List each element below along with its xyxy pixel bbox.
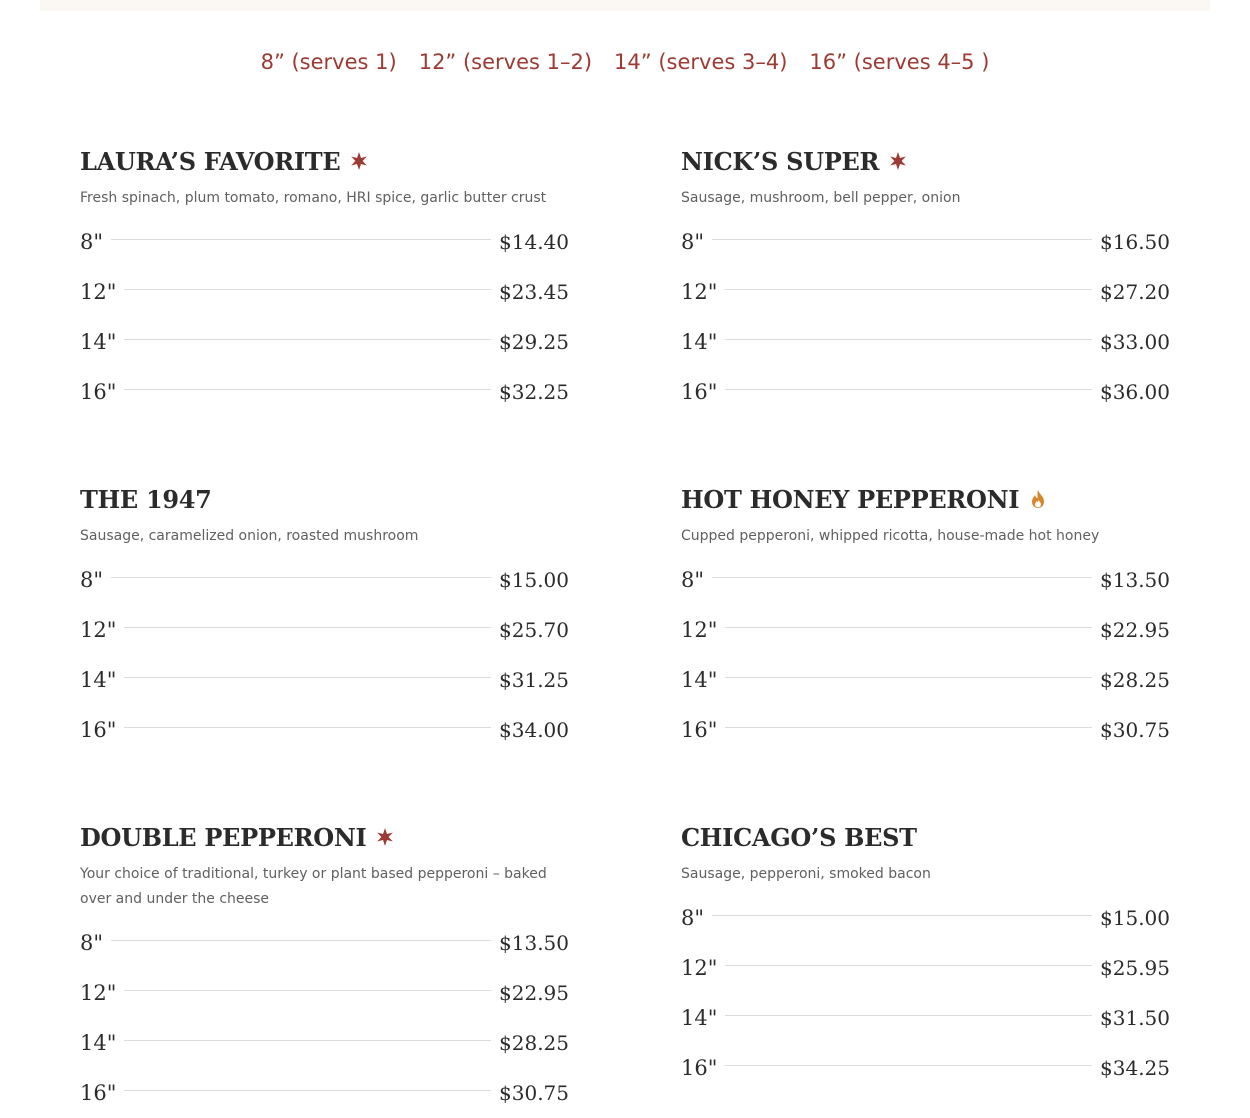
price-row xyxy=(681,893,1170,943)
price-value: $15.00 xyxy=(1100,906,1170,930)
price-value: $25.95 xyxy=(1100,956,1170,980)
size-filter-nav xyxy=(0,50,1250,74)
menu-item-name: NICK’S SUPER xyxy=(681,146,880,176)
price-value: $31.25 xyxy=(499,668,569,692)
price-leader-line xyxy=(124,339,491,340)
price-value: $15.00 xyxy=(499,568,569,592)
price-list xyxy=(681,555,1170,755)
menu-item-hot-honey-pepperoni xyxy=(681,484,1170,755)
price-value: $28.25 xyxy=(1100,668,1170,692)
price-leader-line xyxy=(712,577,1092,578)
menu-item-nicks-super xyxy=(681,146,1170,417)
price-row xyxy=(681,943,1170,993)
price-leader-line xyxy=(725,677,1092,678)
price-leader-line xyxy=(725,339,1092,340)
price-size-label: 16" xyxy=(80,1081,117,1105)
price-value: $28.25 xyxy=(499,1031,569,1055)
price-value: $32.25 xyxy=(499,380,569,404)
price-size-label: 16" xyxy=(681,1056,718,1080)
menu-item-lauras-favorite xyxy=(80,146,569,417)
price-row xyxy=(80,968,569,1018)
price-leader-line xyxy=(124,289,491,290)
flame-icon xyxy=(1028,489,1048,509)
price-leader-line xyxy=(124,389,491,390)
menu-item-name: LAURA’S FAVORITE xyxy=(80,146,341,176)
price-list xyxy=(681,217,1170,417)
size-link-14[interactable]: 14” (serves 3–4) xyxy=(614,50,788,74)
price-row xyxy=(681,217,1170,267)
menu-item-description: Your choice of traditional, turkey or plant based pepperoni – baked over and under the cheese xyxy=(80,866,547,907)
menu-item-the-1947 xyxy=(80,484,569,755)
price-leader-line xyxy=(725,289,1092,290)
menu-item-title xyxy=(80,484,569,514)
price-list xyxy=(681,893,1170,1093)
price-size-label: 14" xyxy=(80,668,117,692)
menu-item-double-pepperoni xyxy=(80,822,569,1118)
price-size-label: 16" xyxy=(80,718,117,742)
price-size-label: 14" xyxy=(681,668,718,692)
price-list xyxy=(80,918,569,1118)
price-leader-line xyxy=(725,1065,1092,1066)
price-row xyxy=(80,555,569,605)
menu-item-description: Sausage, mushroom, bell pepper, onion xyxy=(681,190,961,206)
price-row xyxy=(681,317,1170,367)
price-value: $33.00 xyxy=(1100,330,1170,354)
price-leader-line xyxy=(111,577,491,578)
price-size-label: 16" xyxy=(681,380,718,404)
price-leader-line xyxy=(712,239,1092,240)
price-leader-line xyxy=(124,727,491,728)
menu-item-chicagos-best xyxy=(681,822,1170,1093)
chicago-star-icon xyxy=(888,151,908,171)
price-row xyxy=(681,705,1170,755)
price-leader-line xyxy=(725,627,1092,628)
price-row xyxy=(80,317,569,367)
price-leader-line xyxy=(111,239,491,240)
menu-item-name: HOT HONEY PEPPERONI xyxy=(681,484,1020,514)
price-value: $23.45 xyxy=(499,280,569,304)
price-size-label: 14" xyxy=(80,330,117,354)
menu-item-title xyxy=(681,822,1170,852)
price-row xyxy=(80,367,569,417)
price-row xyxy=(681,1043,1170,1093)
price-row xyxy=(681,605,1170,655)
price-size-label: 14" xyxy=(681,1006,718,1030)
price-row xyxy=(80,1018,569,1068)
price-leader-line xyxy=(124,1090,491,1091)
price-value: $29.25 xyxy=(499,330,569,354)
menu-item-description: Sausage, pepperoni, smoked bacon xyxy=(681,866,931,882)
menu-item-description: Fresh spinach, plum tomato, romano, HRI spice, garlic butter crust xyxy=(80,190,547,206)
price-row xyxy=(80,655,569,705)
price-leader-line xyxy=(725,965,1092,966)
price-size-label: 12" xyxy=(80,618,117,642)
price-row xyxy=(80,267,569,317)
price-size-label: 8" xyxy=(681,568,705,592)
price-row xyxy=(80,918,569,968)
menu-item-description: Cupped pepperoni, whipped ricotta, house-made hot honey xyxy=(681,528,1100,544)
price-row xyxy=(681,655,1170,705)
price-list xyxy=(80,555,569,755)
chicago-star-icon xyxy=(349,151,369,171)
price-size-label: 8" xyxy=(80,568,104,592)
price-row xyxy=(80,705,569,755)
price-size-label: 12" xyxy=(681,280,718,304)
size-link-16[interactable]: 16” (serves 4–5 ) xyxy=(809,50,990,74)
menu-item-name: CHICAGO’S BEST xyxy=(681,822,917,852)
price-leader-line xyxy=(725,1015,1092,1016)
price-value: $36.00 xyxy=(1100,380,1170,404)
price-size-label: 8" xyxy=(80,931,104,955)
menu-item-description: Sausage, caramelized onion, roasted mushroom xyxy=(80,528,419,544)
price-leader-line xyxy=(124,677,491,678)
price-leader-line xyxy=(111,940,491,941)
price-size-label: 12" xyxy=(681,956,718,980)
size-link-12[interactable]: 12” (serves 1–2) xyxy=(418,50,593,74)
price-leader-line xyxy=(124,990,491,991)
price-value: $25.70 xyxy=(499,618,569,642)
price-row xyxy=(80,605,569,655)
price-list xyxy=(80,217,569,417)
price-row xyxy=(681,993,1170,1043)
price-size-label: 12" xyxy=(681,618,718,642)
price-size-label: 8" xyxy=(681,906,705,930)
price-value: $27.20 xyxy=(1100,280,1170,304)
price-value: $30.75 xyxy=(499,1081,569,1105)
menu-item-title xyxy=(681,146,1170,176)
price-value: $34.00 xyxy=(499,718,569,742)
price-size-label: 12" xyxy=(80,981,117,1005)
price-size-label: 14" xyxy=(681,330,718,354)
price-value: $13.50 xyxy=(1100,568,1170,592)
price-leader-line xyxy=(712,915,1092,916)
price-value: $22.95 xyxy=(499,981,569,1005)
price-value: $34.25 xyxy=(1100,1056,1170,1080)
price-leader-line xyxy=(725,389,1092,390)
price-value: $31.50 xyxy=(1100,1006,1170,1030)
price-row xyxy=(681,555,1170,605)
price-value: $22.95 xyxy=(1100,618,1170,642)
size-link-8[interactable]: 8” (serves 1) xyxy=(260,50,397,74)
price-size-label: 16" xyxy=(80,380,117,404)
menu-item-title xyxy=(80,822,569,852)
menu-item-title xyxy=(681,484,1170,514)
price-row xyxy=(80,1068,569,1118)
price-size-label: 8" xyxy=(80,230,104,254)
price-size-label: 12" xyxy=(80,280,117,304)
price-size-label: 16" xyxy=(681,718,718,742)
price-row xyxy=(80,217,569,267)
chicago-star-icon xyxy=(375,827,395,847)
price-value: $30.75 xyxy=(1100,718,1170,742)
price-row xyxy=(681,267,1170,317)
price-value: $16.50 xyxy=(1100,230,1170,254)
price-row xyxy=(681,367,1170,417)
price-value: $13.50 xyxy=(499,931,569,955)
price-value: $14.40 xyxy=(499,230,569,254)
price-leader-line xyxy=(124,1040,491,1041)
top-band xyxy=(40,0,1210,11)
price-size-label: 14" xyxy=(80,1031,117,1055)
price-leader-line xyxy=(124,627,491,628)
price-size-label: 8" xyxy=(681,230,705,254)
menu-item-name: THE 1947 xyxy=(80,484,212,514)
price-leader-line xyxy=(725,727,1092,728)
menu-item-name: DOUBLE PEPPERONI xyxy=(80,822,367,852)
menu-item-title xyxy=(80,146,569,176)
